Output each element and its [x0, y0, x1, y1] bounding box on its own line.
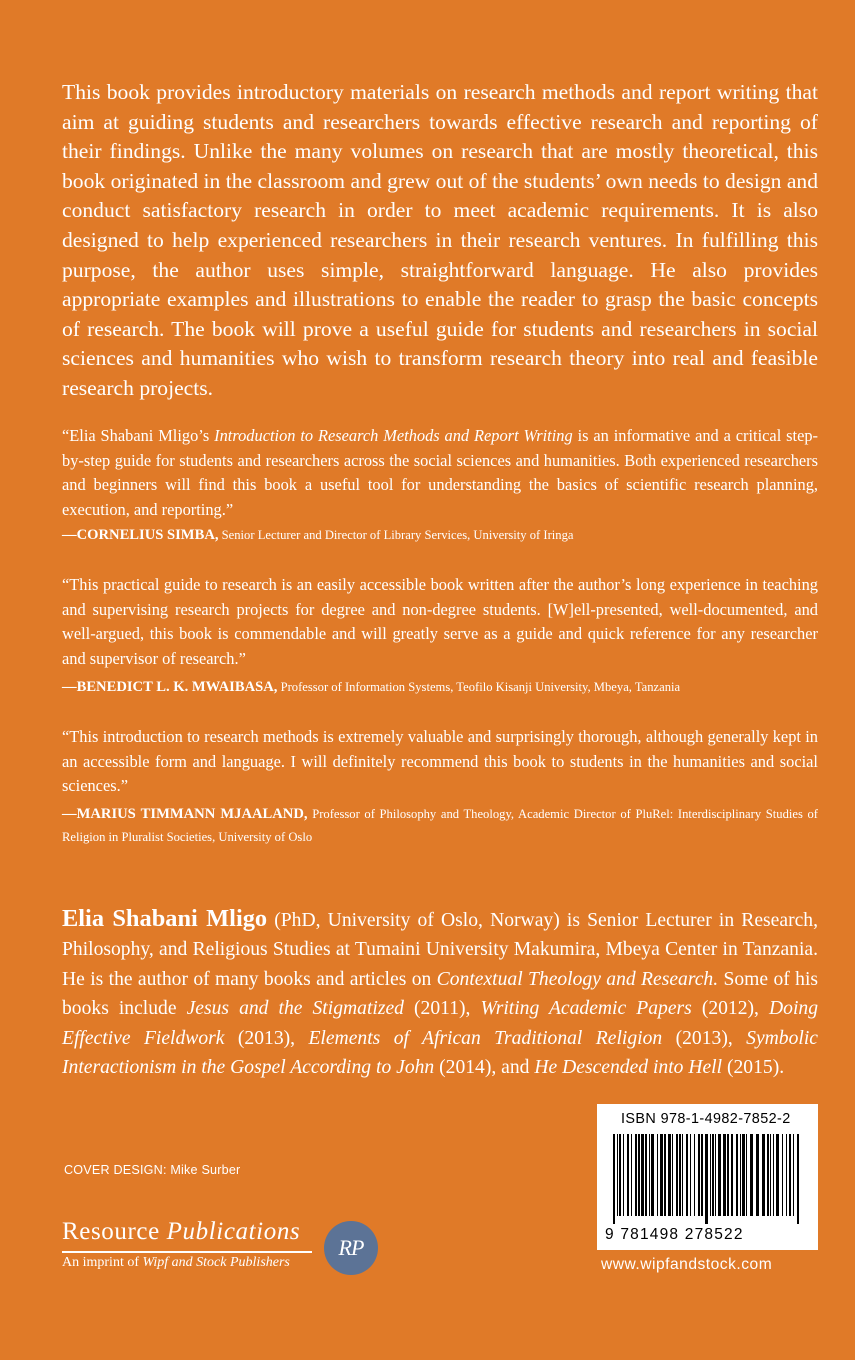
endorser-role: Professor of Philosophy and Theology, Academic Director of PluRel: Interdisciplinary Studies of Religion in Pluralist Societies, University of Oslo [62, 807, 818, 844]
publisher-website: www.wipfandstock.com [601, 1256, 773, 1273]
author-bio [62, 904, 818, 1082]
endorser-name: —CORNELIUS SIMBA, [62, 527, 219, 543]
quote-text: is an informative and a critical step-by-step guide for students and researchers across the social sciences and humanities. Both experienced researchers and beginners will find this book a useful tool for understanding the basics of scientific research planning, execution, and reporting.” [62, 426, 818, 519]
endorsement-quote-3 [62, 725, 818, 799]
barcode-icon [609, 1134, 806, 1224]
endorser-name: —BENEDICT L. K. MWAIBASA, [62, 679, 278, 695]
imprint-publisher: Wipf and Stock Publishers [142, 1255, 290, 1270]
publisher-imprint [62, 1255, 290, 1271]
bio-text: (PhD, University of Oslo, Norway) is Senior Lecturer in Research, Philosophy, and Religious Studies at Tumaini University Makumira, Mbeya Center in Tanzania. He is the author of many books and articles on [62, 910, 818, 990]
bio-book-title: He Descended into Hell [534, 1057, 723, 1079]
rp-badge-icon: RP [324, 1221, 378, 1275]
book-description: This book provides introductory materials on research methods and report writing that aim at guiding students and researchers towards effective research and reporting of their findings. Unlike the many volumes on research that are mostly theoretical, this book originated in the classroom and grew out of the students’ own needs to design and conduct satisfactory research in order to meet academic requirements. It is also designed to help experienced researchers in their research ventures. In fulfilling this purpose, the author uses simple, straightforward language. He also provides appropriate examples and illustrations to enable the reader to grasp the basic concepts of research. The book will prove a useful guide for students and researchers in social sciences and humanities who wish to transform research theory into real and feasible research projects. [62, 80, 818, 400]
imprint-text: An imprint of [62, 1255, 143, 1270]
bio-book-title: Symbolic Interactionism in the Gospel According to John [62, 1027, 818, 1079]
logo-divider [62, 1251, 312, 1253]
bio-text: (2013), [662, 1027, 747, 1049]
publisher-name-plain: Resource [62, 1218, 167, 1245]
bio-text: Some of his books include [62, 968, 819, 1020]
publisher-name-italic: Publications [166, 1218, 301, 1245]
quote-book-title: Introduction to Research Methods and Report Writing [214, 426, 573, 445]
publisher-name [62, 1218, 300, 1246]
bio-book-title: Elements of African Traditional Religion [308, 1027, 663, 1049]
author-name: Elia Shabani Mligo [62, 905, 268, 932]
bio-text: (2011), [403, 998, 481, 1020]
quote-text: “Elia Shabani Mligo’s [62, 426, 215, 445]
barcode-digits: 9 781498 278522 [605, 1226, 744, 1243]
endorsement-quote-1 [62, 424, 818, 522]
barcode-panel [597, 1104, 818, 1250]
quote-text: “This practical guide to research is an easily accessible book written after the author’s long experience in teaching and supervising research projects for degree and non-degree students. [W]ell-presented, well-documented, and well-argued, this book is commendable and will greatly serve as a guide and quick reference for any researcher and supervisor of research.” [62, 575, 818, 668]
endorser-role: Professor of Information Systems, Teofilo Kisanji University, Mbeya, Tanzania [277, 680, 681, 694]
bio-book-title: Writing Academic Papers [480, 998, 692, 1020]
bio-italic: Contextual Theology and Research. [436, 968, 719, 990]
endorsement-attribution-2 [62, 676, 818, 699]
bio-text: (2012), [691, 998, 770, 1020]
endorsement-quote-2 [62, 573, 818, 671]
bio-text: (2013), [224, 1027, 309, 1049]
endorser-role: Senior Lecturer and Director of Library Services, University of Iringa [218, 528, 574, 542]
bio-text: (2014), and [434, 1057, 535, 1079]
bio-book-title: Doing Effective Fieldwork [62, 998, 818, 1049]
endorsement-attribution-3 [62, 803, 818, 849]
bio-text: (2015). [722, 1057, 785, 1079]
cover-design-credit: COVER DESIGN: Mike Surber [64, 1163, 241, 1177]
endorsement-attribution-1 [62, 524, 818, 547]
endorser-name: —MARIUS TIMMANN MJAALAND, [62, 806, 308, 822]
bio-book-title: Jesus and the Stigmatized [186, 998, 404, 1020]
publisher-logo [62, 1218, 382, 1282]
quote-text: “This introduction to research methods is extremely valuable and surprisingly thorough, although generally kept in an accessible form and language. I will definitely recommend this book to students in the humanities and social sciences.” [62, 727, 818, 796]
isbn-number: ISBN 978-1-4982-7852-2 [621, 1111, 791, 1127]
